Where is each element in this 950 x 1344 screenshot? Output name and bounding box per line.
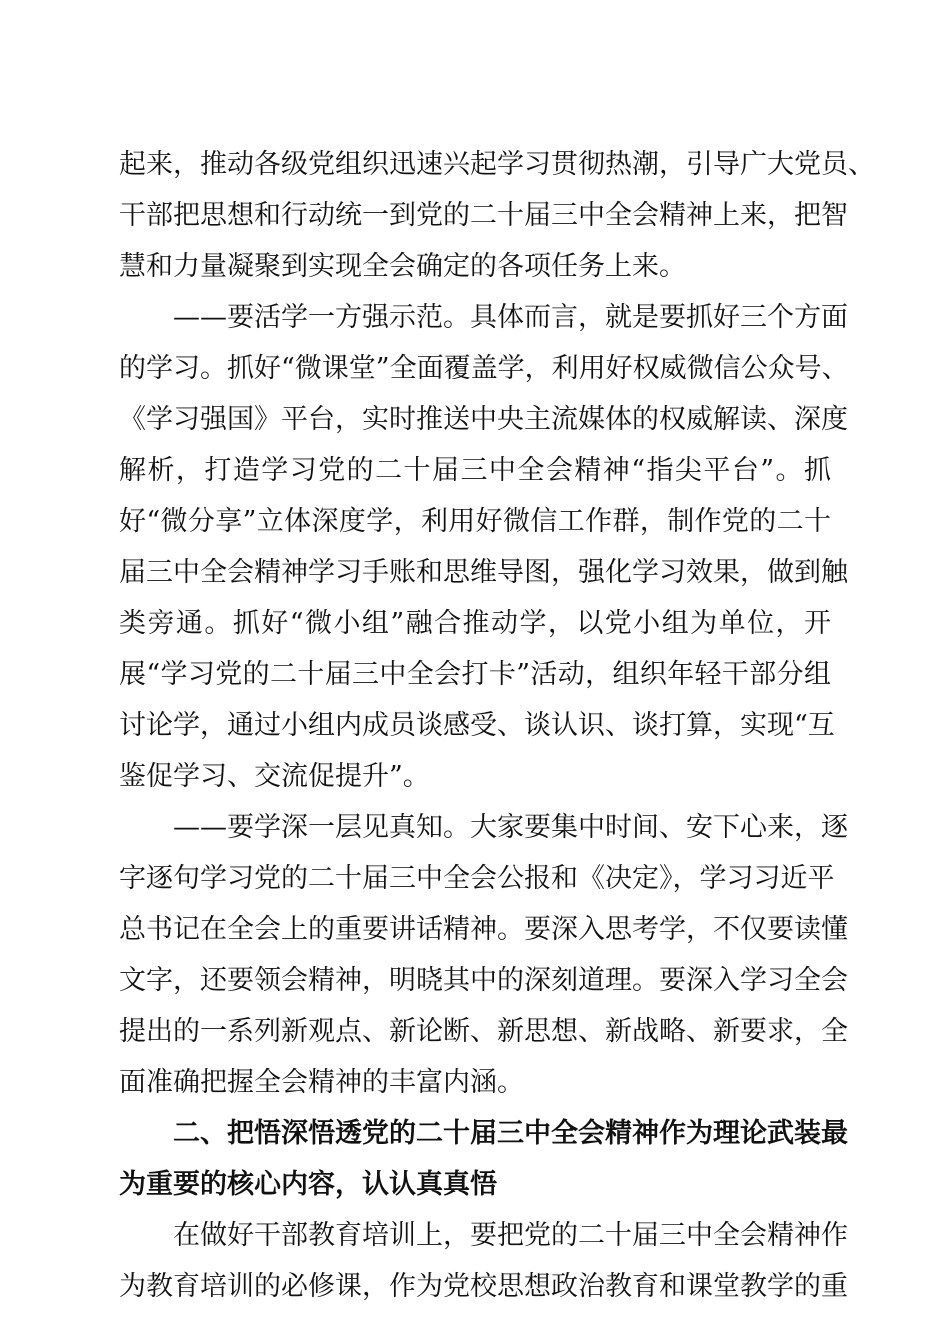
paragraph-3-line-1: ——要学深一层见真知。大家要集中时间、安下心来，逐	[173, 812, 848, 843]
paragraph-3-line-2: 字逐句学习党的二十届三中全会公报和《决定》，学习习近平	[119, 863, 835, 894]
paragraph-3-line-5: 提出的一系列新观点、新论断、新思想、新战略、新要求，全	[119, 1016, 848, 1047]
paragraph-2-line-7: 类旁通。抓好“微小组”融合推动学，以党小组为单位，开	[119, 608, 831, 639]
paragraph-3-line-4: 文字，还要领会精神，明晓其中的深刻道理。要深入学习全会	[119, 965, 848, 996]
section-heading-line-2: 为重要的核心内容，认认真真悟	[119, 1169, 497, 1200]
paragraph-3-line-3: 总书记在全会上的重要讲话精神。要深入思考学，不仅要读懂	[119, 914, 848, 945]
paragraph-4-line-1: 在做好干部教育培训上，要把党的二十届三中全会精神作	[173, 1220, 848, 1251]
paragraph-2-line-9: 讨论学，通过小组内成员谈感受、谈认识、谈打算，实现“互	[119, 710, 835, 741]
paragraph-2-line-8: 展“学习党的二十届三中全会打卡”活动，组织年轻干部分组	[119, 659, 831, 690]
paragraph-2-line-5: 好“微分享”立体深度学，利用好微信工作群，制作党的二十	[119, 506, 831, 537]
paragraph-2-line-6: 届三中全会精神学习手账和思维导图，强化学习效果，做到触	[119, 557, 848, 588]
paragraph-2-line-3: 《学习强国》平台，实时推送中央主流媒体的权威解读、深度	[119, 404, 848, 435]
paragraph-1-line-2: 干部把思想和行动统一到党的二十届三中全会精神上来，把智	[119, 200, 848, 231]
paragraph-2-line-4: 解析，打造学习党的二十届三中全会精神“指尖平台”。抓	[119, 455, 831, 486]
paragraph-2-line-1: ——要活学一方强示范。具体而言，就是要抓好三个方面	[173, 302, 848, 333]
paragraph-1-line-1: 起来，推动各级党组织迅速兴起学习贯彻热潮，引导广大党员、	[119, 149, 875, 180]
section-heading-line-1: 二、把悟深悟透党的二十届三中全会精神作为理论武装最	[173, 1118, 848, 1149]
paragraph-1-line-3: 慧和力量凝聚到实现全会确定的各项任务上来。	[119, 251, 686, 282]
paragraph-2-line-10: 鉴促学习、交流促提升”。	[119, 761, 430, 792]
paragraph-4-line-2: 为教育培训的必修课，作为党校思想政治教育和课堂教学的重	[119, 1271, 848, 1302]
paragraph-2-line-2: 的学习。抓好“微课堂”全面覆盖学，利用好权威微信公众号、	[119, 353, 849, 384]
paragraph-3-line-6: 面准确把握全会精神的丰富内涵。	[119, 1067, 524, 1098]
